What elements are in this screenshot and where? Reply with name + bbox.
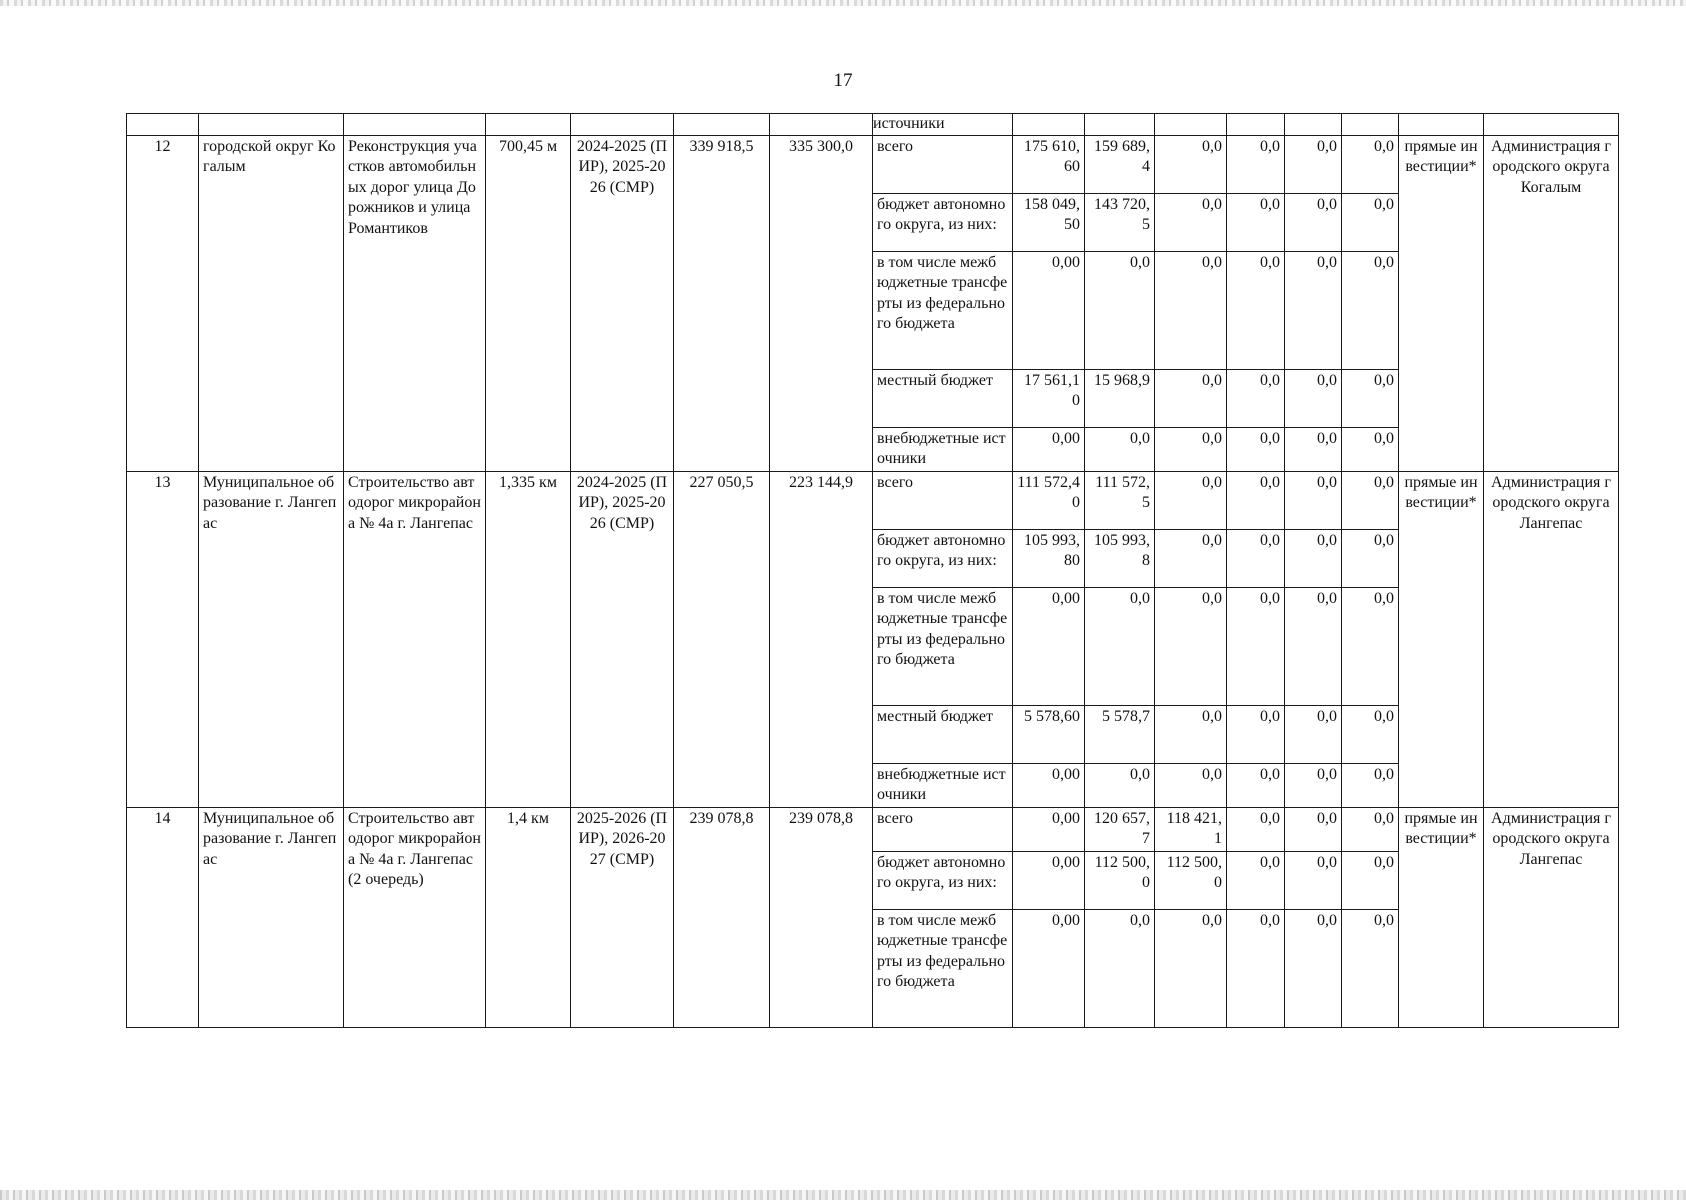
funding-value: 0,0 [1227, 427, 1285, 471]
funding-value: 0,0 [1285, 135, 1342, 193]
funding-value: 0,0 [1155, 587, 1227, 705]
funding-value: 0,0 [1285, 909, 1342, 1027]
investment-projects-table [126, 113, 1619, 1028]
funding-value: 118 421,1 [1155, 807, 1227, 851]
table-row [127, 471, 1619, 529]
funding-value: 0,0 [1085, 251, 1155, 369]
capacity: 700,45 м [486, 135, 571, 471]
estimated-cost: 227 050,5 [674, 471, 770, 807]
funding-value: 111 572,40 [1013, 471, 1085, 529]
funding-value: 0,0 [1155, 369, 1227, 427]
funding-value: 0,00 [1013, 251, 1085, 369]
project-number: 14 [127, 807, 199, 1027]
funding-value: 175 610,60 [1013, 135, 1085, 193]
funding-value: 0,0 [1155, 763, 1227, 807]
funding-value: 0,0 [1085, 909, 1155, 1027]
implementation-mechanism: прямые инвестиции* [1399, 471, 1484, 807]
municipality: Муниципальное образование г. Лангепас [199, 807, 344, 1027]
object-name: Реконструкция участков автомобильных дорог улица Дорожников и улица Романтиков [344, 135, 486, 471]
capacity: 1,4 км [486, 807, 571, 1027]
funding-source: местный бюджет [873, 369, 1013, 427]
funding-value: 0,0 [1155, 471, 1227, 529]
funding-value: 0,0 [1342, 763, 1399, 807]
funding-value: 0,0 [1285, 807, 1342, 851]
construction-period: 2025-2026 (ПИР), 2026-2027 (СМР) [571, 807, 674, 1027]
implementation-mechanism: прямые инвестиции* [1399, 135, 1484, 471]
funding-value: 105 993,80 [1013, 529, 1085, 587]
table-row [127, 807, 1619, 851]
funding-source: в том числе межбюджетные трансферты из федерального бюджета [873, 587, 1013, 705]
funding-value: 0,0 [1227, 851, 1285, 909]
funding-value: 0,0 [1227, 369, 1285, 427]
funding-source: всего [873, 135, 1013, 193]
funding-value: 0,0 [1342, 427, 1399, 471]
scan-edge-top [0, 0, 1686, 6]
scan-edge-bottom [0, 1190, 1686, 1200]
funding-source: внебюджетные источники [873, 763, 1013, 807]
funding-value: 0,0 [1227, 251, 1285, 369]
funding-value: 0,00 [1013, 807, 1085, 851]
funding-value: 0,0 [1285, 369, 1342, 427]
funding-value: 0,0 [1227, 529, 1285, 587]
estimated-cost: 239 078,8 [674, 807, 770, 1027]
funding-value: 0,0 [1085, 427, 1155, 471]
project-number: 12 [127, 135, 199, 471]
funding-source: бюджет автономного округа, из них: [873, 529, 1013, 587]
funding-value: 0,0 [1155, 529, 1227, 587]
municipality: Муниципальное образование г. Лангепас [199, 471, 344, 807]
funding-value: 0,0 [1342, 251, 1399, 369]
funding-value: 0,0 [1342, 471, 1399, 529]
table-row [127, 135, 1619, 193]
funding-value: 112 500,0 [1085, 851, 1155, 909]
funding-value: 0,0 [1227, 471, 1285, 529]
funding-value: 158 049,50 [1013, 193, 1085, 251]
funding-value: 0,0 [1342, 807, 1399, 851]
funding-value: 5 578,7 [1085, 705, 1155, 763]
remaining-cost: 239 078,8 [770, 807, 873, 1027]
funding-value: 0,0 [1285, 763, 1342, 807]
responsible-customer: Администрация городского округа Когалым [1484, 135, 1619, 471]
funding-value: 143 720,5 [1085, 193, 1155, 251]
funding-value: 0,0 [1342, 193, 1399, 251]
funding-value: 0,0 [1285, 705, 1342, 763]
source-label-continued: источники [873, 114, 1013, 136]
table-body [127, 114, 1619, 1028]
funding-value: 0,0 [1285, 471, 1342, 529]
funding-value: 15 968,9 [1085, 369, 1155, 427]
responsible-customer: Администрация городского округа Лангепас [1484, 807, 1619, 1027]
funding-value: 0,0 [1227, 705, 1285, 763]
funding-source: всего [873, 807, 1013, 851]
remaining-cost: 335 300,0 [770, 135, 873, 471]
funding-value: 0,00 [1013, 427, 1085, 471]
funding-value: 0,0 [1342, 851, 1399, 909]
funding-value: 0,0 [1285, 193, 1342, 251]
funding-value: 0,0 [1342, 369, 1399, 427]
funding-source: бюджет автономного округа, из них: [873, 851, 1013, 909]
funding-value: 159 689,4 [1085, 135, 1155, 193]
funding-value: 0,0 [1085, 763, 1155, 807]
funding-value: 0,0 [1227, 763, 1285, 807]
municipality: городской округ Когалым [199, 135, 344, 471]
funding-value: 0,0 [1155, 135, 1227, 193]
construction-period: 2024-2025 (ПИР), 2025-2026 (СМР) [571, 135, 674, 471]
funding-value: 0,0 [1085, 587, 1155, 705]
funding-value: 0,0 [1227, 587, 1285, 705]
funding-value: 120 657,7 [1085, 807, 1155, 851]
funding-value: 0,0 [1227, 193, 1285, 251]
object-name: Строительство автодорог микрорайона № 4а г. Лангепас [344, 471, 486, 807]
funding-source: в том числе межбюджетные трансферты из федерального бюджета [873, 909, 1013, 1027]
remaining-cost: 223 144,9 [770, 471, 873, 807]
funding-source: бюджет автономного округа, из них: [873, 193, 1013, 251]
funding-value: 0,0 [1342, 135, 1399, 193]
funding-source: местный бюджет [873, 705, 1013, 763]
funding-value: 0,0 [1285, 587, 1342, 705]
continuation-row [127, 114, 1619, 136]
object-name: Строительство автодорог микрорайона № 4а г. Лангепас (2 очередь) [344, 807, 486, 1027]
funding-value: 0,0 [1227, 135, 1285, 193]
funding-value: 0,0 [1285, 427, 1342, 471]
funding-value: 5 578,60 [1013, 705, 1085, 763]
funding-source: всего [873, 471, 1013, 529]
funding-value: 0,0 [1227, 807, 1285, 851]
page-number: 17 [833, 70, 853, 91]
funding-value: 111 572,5 [1085, 471, 1155, 529]
implementation-mechanism: прямые инвестиции* [1399, 807, 1484, 1027]
capacity: 1,335 км [486, 471, 571, 807]
funding-value: 0,0 [1342, 909, 1399, 1027]
funding-value: 0,0 [1342, 705, 1399, 763]
funding-value: 105 993,8 [1085, 529, 1155, 587]
funding-value: 0,0 [1285, 851, 1342, 909]
funding-value: 17 561,10 [1013, 369, 1085, 427]
funding-value: 0,00 [1013, 851, 1085, 909]
funding-value: 0,0 [1227, 909, 1285, 1027]
construction-period: 2024-2025 (ПИР), 2025-2026 (СМР) [571, 471, 674, 807]
funding-value: 0,0 [1342, 529, 1399, 587]
funding-source: в том числе межбюджетные трансферты из федерального бюджета [873, 251, 1013, 369]
project-number: 13 [127, 471, 199, 807]
funding-value: 0,00 [1013, 909, 1085, 1027]
funding-value: 0,00 [1013, 587, 1085, 705]
funding-value: 0,0 [1155, 705, 1227, 763]
funding-value: 112 500,0 [1155, 851, 1227, 909]
funding-value: 0,0 [1155, 193, 1227, 251]
funding-source: внебюджетные источники [873, 427, 1013, 471]
funding-value: 0,0 [1155, 427, 1227, 471]
funding-value: 0,00 [1013, 763, 1085, 807]
responsible-customer: Администрация городского округа Лангепас [1484, 471, 1619, 807]
funding-value: 0,0 [1285, 251, 1342, 369]
funding-value: 0,0 [1155, 909, 1227, 1027]
estimated-cost: 339 918,5 [674, 135, 770, 471]
funding-value: 0,0 [1285, 529, 1342, 587]
funding-value: 0,0 [1155, 251, 1227, 369]
funding-value: 0,0 [1342, 587, 1399, 705]
